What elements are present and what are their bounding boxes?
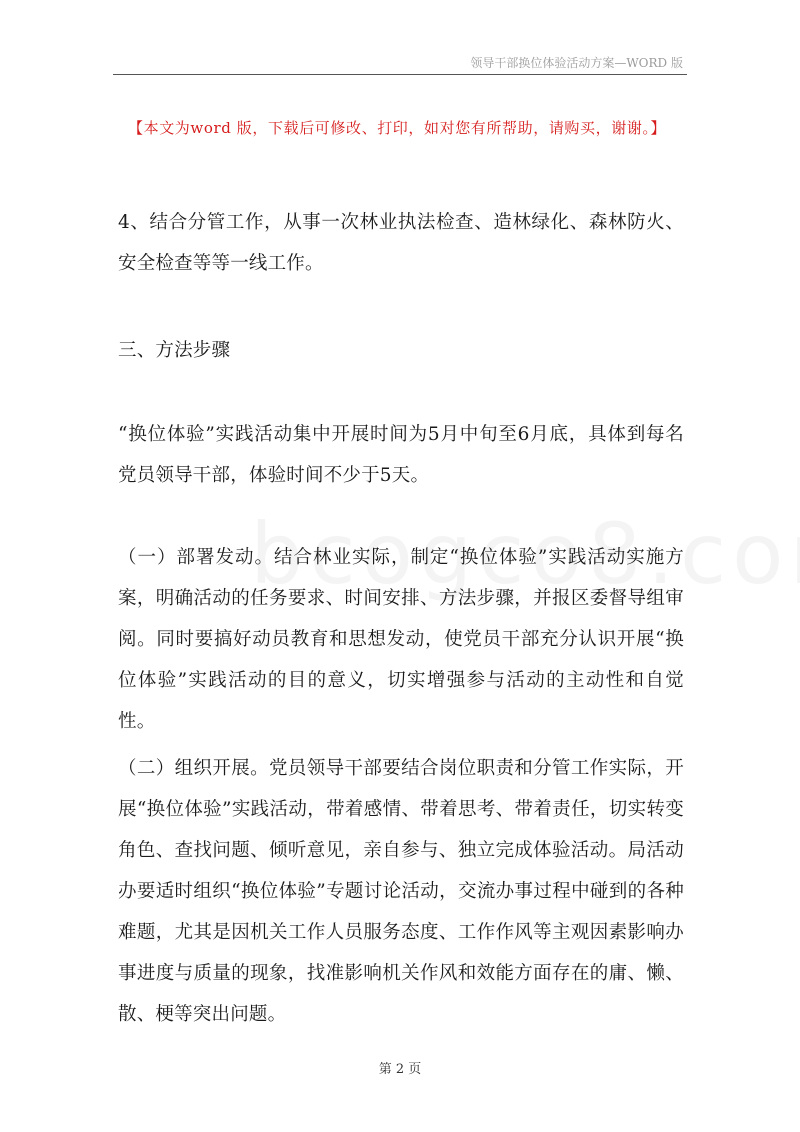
paragraph-item-4: 4、结合分管工作，从事一次林业执法检查、造林绿化、森林防火、安全检查等等一线工作。 [118, 212, 684, 274]
paragraph-deployment: （一）部署发动。结合林业实际，制定“换位体验”实践活动实施方案，明确活动的任务要求、时间安排、方法步骤，并报区委督导组审阅。同时要搞好动员教育和思想发动，使党员干部充分认识开展“换位体验”实践活动的目的意义，切实增强参与活动的主动性和自觉性。 [118, 547, 684, 732]
page-number: 第 2 页 [378, 1062, 422, 1077]
paragraph-organization: （二）组织开展。党员领导干部要结合岗位职责和分管工作实际，开展“换位体验”实践活动，带着感情、带着思考、带着责任，切实转变角色、查找问题、倾听意见，亲自参与、独立完成体验活动。局活动办要适时组织“换位体验”专题讨论活动，交流办事过程中碰到的各种难题，尤其是因机关工作人员服务态度、工作作风等主观因素影响办事进度与质量的现象，找准影响机关作风和效能方面存在的庸、懒、散、梗等突出问题。 [118, 758, 684, 1025]
header-divider [113, 74, 687, 75]
paragraph-schedule: “换位体验”实践活动集中开展时间为5月中旬至6月底，具体到每名党员领导干部，体验时间不少于5天。 [118, 424, 684, 486]
section-heading-methods: 三、方法步骤 [118, 340, 231, 361]
purchase-notice: 【本文为word 版，下载后可修改、打印，如对您有所帮助，请购买，谢谢。】 [128, 119, 667, 137]
page-header-title: 领导干部换位体验活动方案—WORD 版 [470, 56, 683, 70]
